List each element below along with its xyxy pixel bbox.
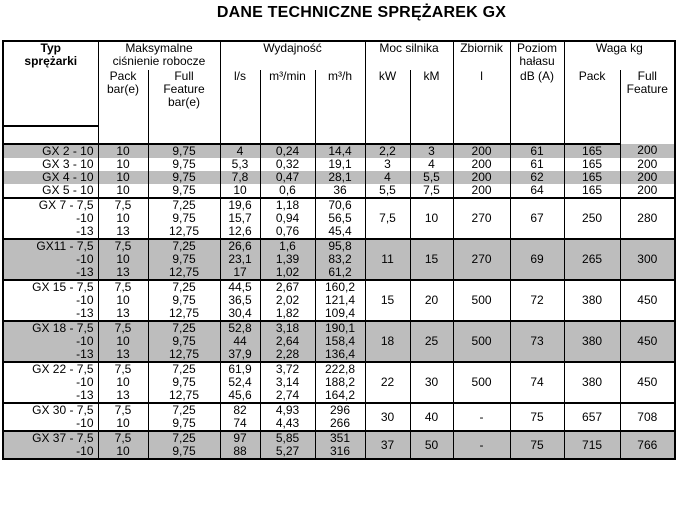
flow-m3h: 14,4 (315, 144, 365, 158)
pressure-pack: 7,5 (98, 239, 148, 253)
table-row (3, 144, 675, 158)
flow-ls: 23,1 (220, 253, 260, 266)
header-wydajnosc: Wydajność (220, 41, 365, 70)
flow-m3h: 316 (315, 445, 365, 459)
flow-ls: 15,7 (220, 212, 260, 225)
power-kw: 15 (365, 280, 410, 321)
flow-m3min: 2,64 (260, 335, 315, 348)
model-name: -13 (3, 225, 98, 239)
model-name: GX 22 - 7,5 (3, 362, 98, 376)
header-ls: l/s (220, 70, 260, 126)
weight-pack: 380 (564, 321, 620, 362)
tank-volume: 500 (453, 280, 510, 321)
pressure-pack: 10 (98, 144, 148, 158)
model-name: -10 (3, 445, 98, 459)
flow-m3h: 188,2 (315, 376, 365, 389)
pressure-pack: 10 (98, 335, 148, 348)
flow-ls: 36,5 (220, 294, 260, 307)
flow-ls: 4 (220, 144, 260, 158)
power-kw: 4 (365, 171, 410, 184)
flow-m3min: 0,76 (260, 225, 315, 239)
power-kw: 7,5 (365, 198, 410, 239)
power-kw: 18 (365, 321, 410, 362)
weight-pack: 380 (564, 280, 620, 321)
header-poziom: Poziom hałasu (510, 41, 564, 70)
header-km: kM (410, 70, 453, 126)
model-name: -10 (3, 417, 98, 431)
noise-level: 62 (510, 171, 564, 184)
header-m3min: m³/min (260, 70, 315, 126)
flow-ls: 45,6 (220, 389, 260, 403)
flow-m3h: 70,6 (315, 198, 365, 212)
weight-full: 708 (620, 403, 675, 431)
flow-ls: 52,4 (220, 376, 260, 389)
table-row (3, 158, 675, 171)
pressure-pack: 7,5 (98, 198, 148, 212)
weight-full: 280 (620, 198, 675, 239)
pressure-full: 7,25 (148, 431, 220, 445)
model-name: -10 (3, 294, 98, 307)
flow-m3h: 45,4 (315, 225, 365, 239)
pressure-pack: 10 (98, 171, 148, 184)
tank-volume: 200 (453, 144, 510, 158)
flow-m3min: 2,74 (260, 389, 315, 403)
pressure-full: 12,75 (148, 348, 220, 362)
noise-level: 75 (510, 403, 564, 431)
power-kw: 2,2 (365, 144, 410, 158)
pressure-pack: 10 (98, 417, 148, 431)
tank-volume: 200 (453, 158, 510, 171)
pressure-pack: 10 (98, 158, 148, 171)
pressure-full: 7,25 (148, 239, 220, 253)
header-m3h: m³/h (315, 70, 365, 126)
flow-m3h: 190,1 (315, 321, 365, 335)
flow-m3h: 28,1 (315, 171, 365, 184)
model-name: GX 4 - 10 (3, 171, 98, 184)
header-waga: Waga kg (564, 41, 675, 70)
flow-m3min: 0,24 (260, 144, 315, 158)
pressure-full: 9,75 (148, 376, 220, 389)
flow-m3min: 1,18 (260, 198, 315, 212)
model-name: -13 (3, 389, 98, 403)
table-row (3, 171, 675, 184)
noise-level: 75 (510, 431, 564, 459)
pressure-pack: 13 (98, 266, 148, 280)
flow-m3h: 222,8 (315, 362, 365, 376)
flow-m3min: 1,6 (260, 239, 315, 253)
flow-ls: 52,8 (220, 321, 260, 335)
model-name: GX 37 - 7,5 (3, 431, 98, 445)
pressure-full: 9,75 (148, 212, 220, 225)
flow-ls: 97 (220, 431, 260, 445)
flow-ls: 44,5 (220, 280, 260, 294)
power-km: 30 (410, 362, 453, 403)
power-km: 20 (410, 280, 453, 321)
pressure-pack: 7,5 (98, 280, 148, 294)
noise-level: 61 (510, 158, 564, 171)
header-moc: Moc silnika (365, 41, 453, 70)
weight-full: 200 (620, 144, 675, 158)
pressure-full: 9,75 (148, 294, 220, 307)
pressure-full: 7,25 (148, 280, 220, 294)
flow-ls: 88 (220, 445, 260, 459)
header-dba: dB (A) (510, 70, 564, 126)
flow-m3h: 36 (315, 184, 365, 198)
noise-level: 61 (510, 144, 564, 158)
tank-volume: - (453, 403, 510, 431)
header-typ: Typ sprężarki (3, 41, 98, 126)
flow-m3min: 2,67 (260, 280, 315, 294)
noise-level: 67 (510, 198, 564, 239)
flow-m3h: 136,4 (315, 348, 365, 362)
flow-m3min: 0,94 (260, 212, 315, 225)
model-name: -13 (3, 348, 98, 362)
flow-m3h: 121,4 (315, 294, 365, 307)
weight-full: 200 (620, 171, 675, 184)
model-name: GX11 - 7,5 (3, 239, 98, 253)
flow-ls: 17 (220, 266, 260, 280)
tank-volume: 270 (453, 198, 510, 239)
power-kw: 5,5 (365, 184, 410, 198)
flow-ls: 30,4 (220, 307, 260, 321)
pressure-full: 12,75 (148, 389, 220, 403)
pressure-pack: 7,5 (98, 431, 148, 445)
flow-m3min: 3,18 (260, 321, 315, 335)
header-pack-bar: Pack bar(e) (98, 70, 148, 126)
flow-ls: 82 (220, 403, 260, 417)
pressure-full: 9,75 (148, 158, 220, 171)
model-name: -13 (3, 266, 98, 280)
flow-ls: 7,8 (220, 171, 260, 184)
weight-full: 300 (620, 239, 675, 280)
model-name: GX 3 - 10 (3, 158, 98, 171)
tank-volume: 500 (453, 362, 510, 403)
tank-volume: 200 (453, 171, 510, 184)
pressure-full: 7,25 (148, 198, 220, 212)
flow-m3min: 4,93 (260, 403, 315, 417)
pressure-full: 12,75 (148, 225, 220, 239)
pressure-full: 12,75 (148, 307, 220, 321)
pressure-pack: 10 (98, 184, 148, 198)
weight-pack: 380 (564, 362, 620, 403)
pressure-pack: 13 (98, 225, 148, 239)
table-row (3, 431, 675, 445)
pressure-pack: 10 (98, 253, 148, 266)
flow-m3h: 83,2 (315, 253, 365, 266)
weight-full: 450 (620, 362, 675, 403)
table-row (3, 280, 675, 294)
tank-volume: 200 (453, 184, 510, 198)
power-kw: 3 (365, 158, 410, 171)
tank-volume: 500 (453, 321, 510, 362)
model-name: -10 (3, 253, 98, 266)
flow-m3min: 5,85 (260, 431, 315, 445)
power-km: 15 (410, 239, 453, 280)
flow-m3min: 1,02 (260, 266, 315, 280)
pressure-pack: 13 (98, 307, 148, 321)
noise-level: 73 (510, 321, 564, 362)
pressure-full: 7,25 (148, 321, 220, 335)
weight-pack: 165 (564, 184, 620, 198)
weight-pack: 265 (564, 239, 620, 280)
weight-pack: 715 (564, 431, 620, 459)
table-row (3, 198, 675, 212)
flow-m3h: 56,5 (315, 212, 365, 225)
power-kw: 22 (365, 362, 410, 403)
header-row-top (3, 41, 675, 70)
header-pack-kg: Pack (564, 70, 620, 126)
spacer-row (3, 126, 675, 144)
power-km: 5,5 (410, 171, 453, 184)
technical-data-table (2, 40, 676, 460)
flow-ls: 12,6 (220, 225, 260, 239)
pressure-full: 9,75 (148, 184, 220, 198)
flow-ls: 26,6 (220, 239, 260, 253)
power-kw: 30 (365, 403, 410, 431)
pressure-pack: 13 (98, 348, 148, 362)
header-kw: kW (365, 70, 410, 126)
model-name: GX 18 - 7,5 (3, 321, 98, 335)
flow-ls: 19,6 (220, 198, 260, 212)
pressure-full: 9,75 (148, 171, 220, 184)
weight-full: 450 (620, 280, 675, 321)
flow-m3min: 3,72 (260, 362, 315, 376)
table-row (3, 362, 675, 376)
flow-m3h: 296 (315, 403, 365, 417)
flow-m3min: 5,27 (260, 445, 315, 459)
flow-m3h: 158,4 (315, 335, 365, 348)
pressure-pack: 10 (98, 294, 148, 307)
header-l: l (453, 70, 510, 126)
pressure-pack: 7,5 (98, 321, 148, 335)
table-row (3, 321, 675, 335)
flow-m3h: 351 (315, 431, 365, 445)
pressure-full: 9,75 (148, 144, 220, 158)
weight-pack: 657 (564, 403, 620, 431)
model-name: GX 5 - 10 (3, 184, 98, 198)
weight-pack: 165 (564, 144, 620, 158)
flow-ls: 61,9 (220, 362, 260, 376)
weight-pack: 250 (564, 198, 620, 239)
power-kw: 37 (365, 431, 410, 459)
flow-m3min: 1,39 (260, 253, 315, 266)
power-km: 50 (410, 431, 453, 459)
model-name: -10 (3, 212, 98, 225)
pressure-full: 9,75 (148, 253, 220, 266)
model-name: GX 30 - 7,5 (3, 403, 98, 417)
power-km: 10 (410, 198, 453, 239)
model-name: GX 2 - 10 (3, 144, 98, 158)
noise-level: 69 (510, 239, 564, 280)
flow-m3h: 164,2 (315, 389, 365, 403)
pressure-pack: 7,5 (98, 403, 148, 417)
model-name: GX 15 - 7,5 (3, 280, 98, 294)
header-full-kg: Full Feature (620, 70, 675, 126)
flow-ls: 74 (220, 417, 260, 431)
header-zbiornik: Zbiornik (453, 41, 510, 70)
model-name: -13 (3, 307, 98, 321)
flow-ls: 5,3 (220, 158, 260, 171)
flow-m3min: 3,14 (260, 376, 315, 389)
flow-m3h: 266 (315, 417, 365, 431)
pressure-full: 12,75 (148, 266, 220, 280)
page-title: DANE TECHNICZNE SPRĘŻAREK GX (216, 4, 507, 21)
flow-ls: 10 (220, 184, 260, 198)
flow-m3min: 0,32 (260, 158, 315, 171)
weight-full: 766 (620, 431, 675, 459)
noise-level: 64 (510, 184, 564, 198)
flow-m3min: 4,43 (260, 417, 315, 431)
table-row (3, 184, 675, 198)
flow-m3min: 0,47 (260, 171, 315, 184)
weight-full: 200 (620, 184, 675, 198)
flow-m3min: 2,28 (260, 348, 315, 362)
power-km: 7,5 (410, 184, 453, 198)
weight-full: 200 (620, 158, 675, 171)
pressure-full: 7,25 (148, 362, 220, 376)
flow-m3min: 0,6 (260, 184, 315, 198)
pressure-full: 9,75 (148, 417, 220, 431)
pressure-pack: 10 (98, 376, 148, 389)
tank-volume: - (453, 431, 510, 459)
weight-full: 450 (620, 321, 675, 362)
weight-pack: 165 (564, 171, 620, 184)
flow-m3min: 1,82 (260, 307, 315, 321)
pressure-full: 9,75 (148, 445, 220, 459)
weight-pack: 165 (564, 158, 620, 171)
power-km: 25 (410, 321, 453, 362)
power-km: 4 (410, 158, 453, 171)
pressure-pack: 10 (98, 212, 148, 225)
flow-ls: 37,9 (220, 348, 260, 362)
header-cisnienie: Maksymalne ciśnienie robocze (98, 41, 220, 70)
model-name: -10 (3, 335, 98, 348)
model-name: -10 (3, 376, 98, 389)
flow-m3h: 19,1 (315, 158, 365, 171)
flow-m3h: 160,2 (315, 280, 365, 294)
power-kw: 11 (365, 239, 410, 280)
table-row (3, 403, 675, 417)
pressure-pack: 7,5 (98, 362, 148, 376)
tank-volume: 270 (453, 239, 510, 280)
table-row (3, 239, 675, 253)
pressure-pack: 10 (98, 445, 148, 459)
noise-level: 74 (510, 362, 564, 403)
power-km: 40 (410, 403, 453, 431)
model-name: GX 7 - 7,5 (3, 198, 98, 212)
flow-m3h: 95,8 (315, 239, 365, 253)
noise-level: 72 (510, 280, 564, 321)
flow-m3h: 109,4 (315, 307, 365, 321)
flow-m3min: 2,02 (260, 294, 315, 307)
header-full-bar: Full Feature bar(e) (148, 70, 220, 126)
header-row-units (3, 70, 675, 126)
pressure-full: 9,75 (148, 335, 220, 348)
pressure-full: 7,25 (148, 403, 220, 417)
flow-ls: 44 (220, 335, 260, 348)
pressure-pack: 13 (98, 389, 148, 403)
flow-m3h: 61,2 (315, 266, 365, 280)
power-km: 3 (410, 144, 453, 158)
